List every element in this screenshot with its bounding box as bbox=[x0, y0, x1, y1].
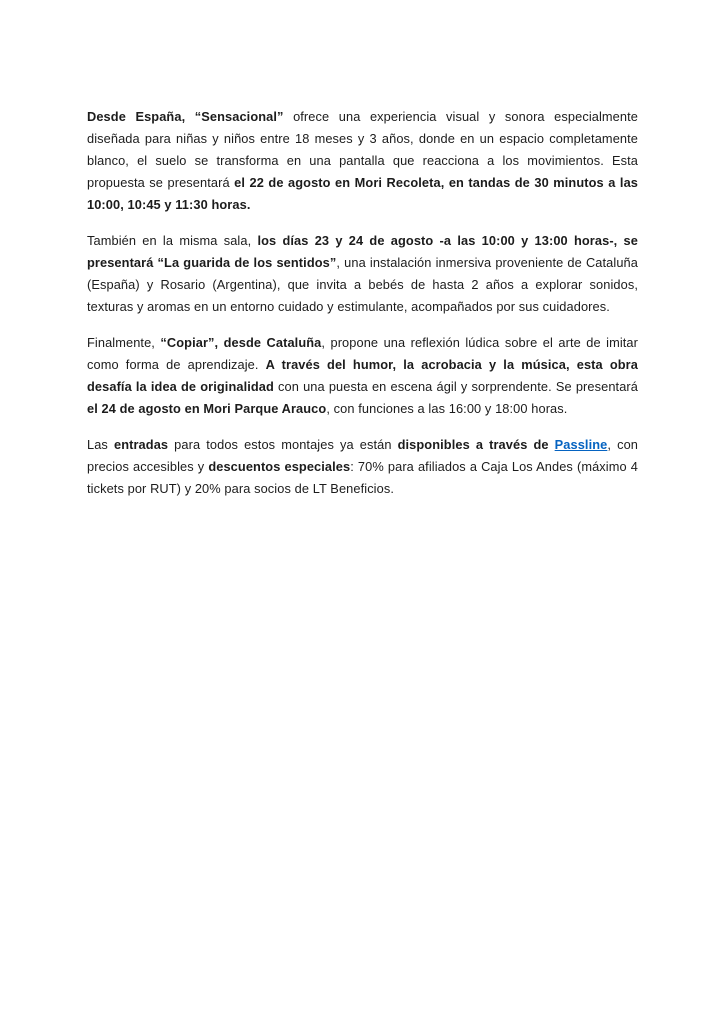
paragraph-2 bbox=[87, 230, 638, 318]
text-run: el 24 de agosto en Mori Parque Arauco bbox=[87, 401, 327, 416]
text-run: ofrece una experiencia visual y sonora especialmente diseñada para niñas y niños entre 18 meses y 3 años, donde en un espacio completamente blanco, el suelo se transforma en una pantalla que reacciona a los movimientos. Esta propuesta se presentará bbox=[87, 109, 638, 190]
text-run: , con funciones a las 16:00 y 18:00 horas. bbox=[326, 401, 568, 416]
text-run: , con precios accesibles y bbox=[87, 437, 639, 474]
document-body bbox=[87, 106, 638, 514]
passline-link[interactable]: Passline bbox=[554, 437, 608, 452]
paragraph-4 bbox=[87, 434, 638, 500]
text-run: Las bbox=[87, 437, 114, 452]
text-run: A través del humor, la acrobacia y la música, esta obra desafía la idea de originalidad bbox=[87, 357, 638, 394]
text-run: “Copiar”, desde Cataluña bbox=[160, 335, 322, 350]
text-run: entradas bbox=[113, 437, 169, 452]
text-run: para todos estos montajes ya están bbox=[168, 437, 398, 452]
text-run: : 70% para afiliados a Caja Los Andes (máximo 4 tickets por RUT) y 20% para socios de LT Beneficios. bbox=[87, 459, 638, 496]
text-run: el 22 de agosto en Mori Recoleta, en tandas de 30 minutos a las 10:00, 10:45 y 11:30 horas. bbox=[87, 175, 639, 212]
text-run: los días 23 y 24 de agosto -a las 10:00 y 13:00 horas-, se presentará “La guarida de los sentidos” bbox=[87, 233, 638, 270]
text-run: descuentos especiales bbox=[208, 459, 351, 474]
text-run: , una instalación inmersiva proveniente de Cataluña (España) y Rosario (Argentina), que invita a bebés de hasta 2 años a explorar sonidos, texturas y aromas en un entorno cuidado y estimulante, acompañados por sus cuidadores. bbox=[87, 255, 638, 314]
text-run: , propone una reflexión lúdica sobre el arte de imitar como forma de aprendizaje. bbox=[87, 335, 639, 372]
text-run: También en la misma sala, bbox=[87, 233, 258, 248]
text-run: Desde España, “Sensacional” bbox=[87, 109, 284, 124]
paragraph-1 bbox=[87, 106, 638, 216]
text-run: disponibles a través de bbox=[397, 437, 555, 452]
text-run: Finalmente, bbox=[87, 335, 161, 350]
text-run: con una puesta en escena ágil y sorprendente. Se presentará bbox=[273, 379, 639, 394]
paragraph-3 bbox=[87, 332, 638, 420]
